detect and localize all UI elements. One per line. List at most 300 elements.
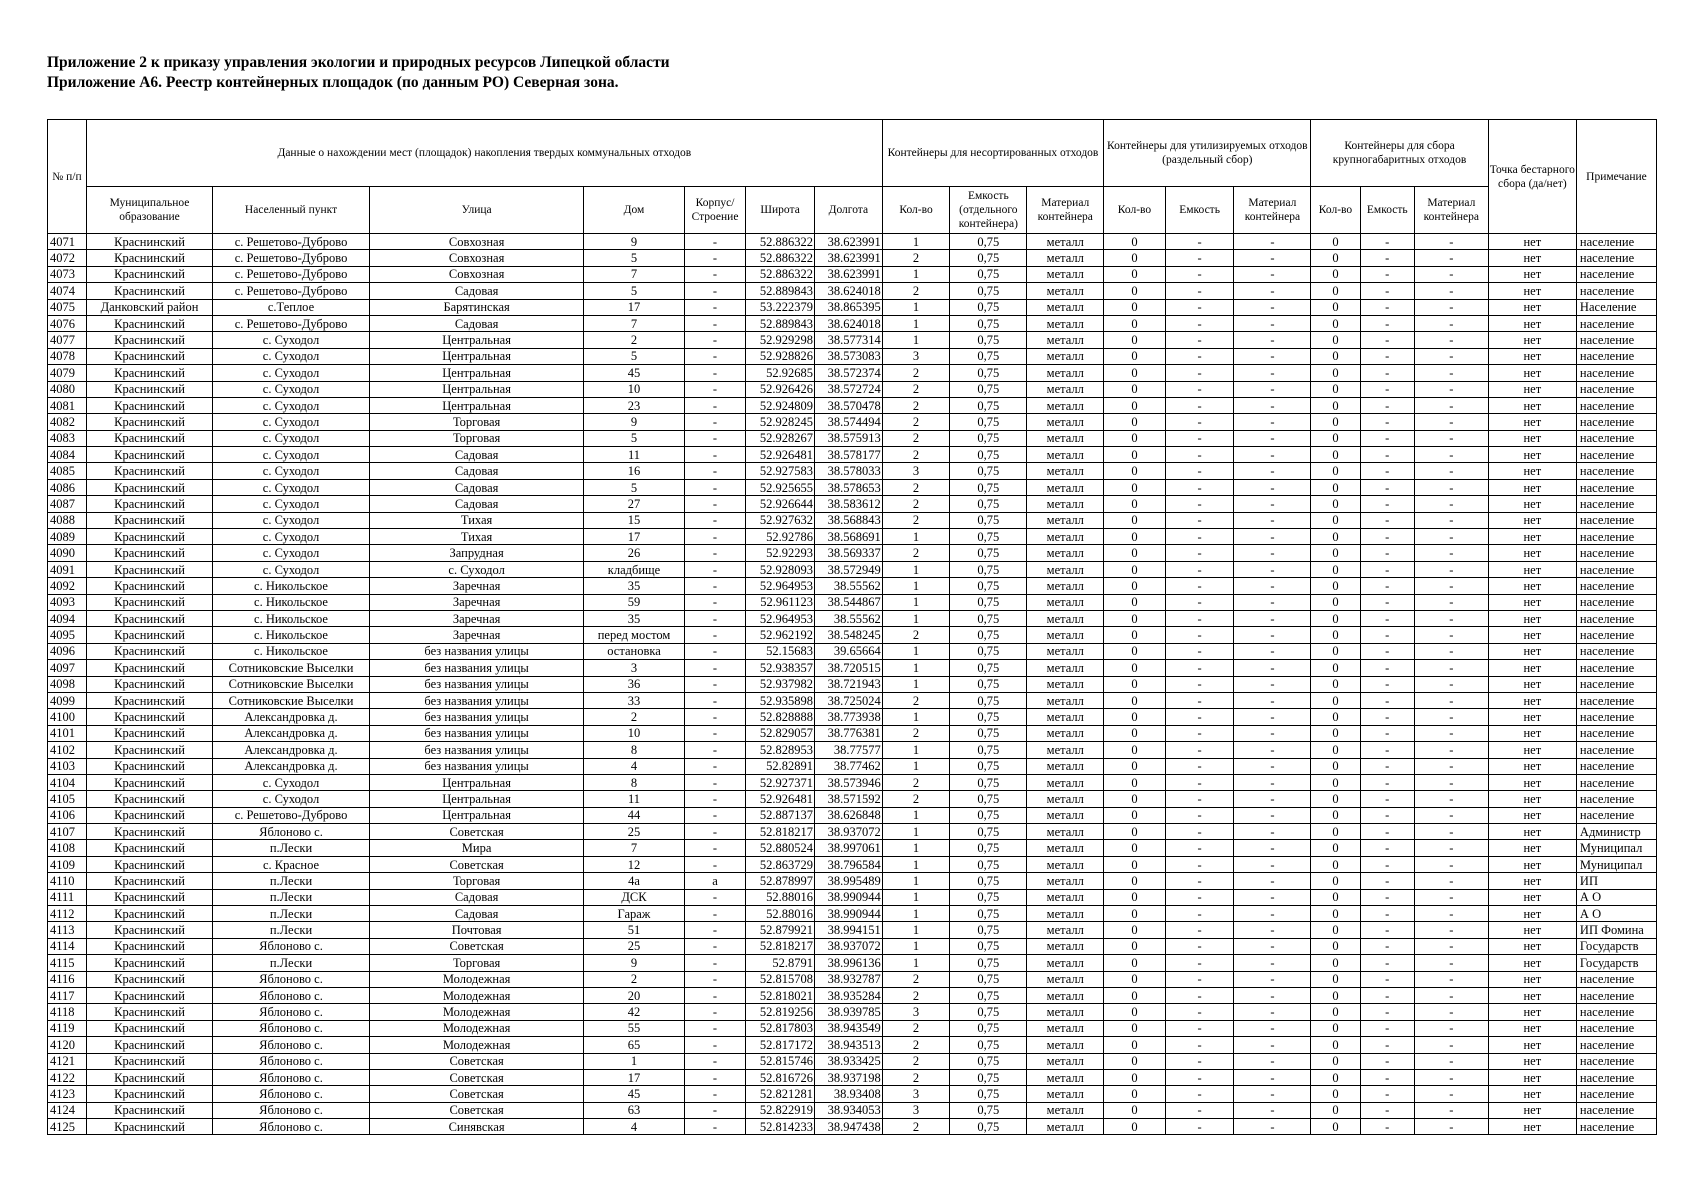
cell-note: Муниципал [1576, 840, 1656, 856]
cell-recycle-count: 0 [1104, 529, 1166, 545]
cell-municipality: Краснинский [86, 758, 212, 774]
cell-bulky-capacity: - [1360, 414, 1414, 430]
cell-settlement: с. Красное [213, 856, 370, 872]
cell-mixed-material: металл [1027, 234, 1104, 250]
cell-street: Молодежная [369, 987, 583, 1003]
cell-lon: 38.544867 [814, 594, 882, 610]
cell-num: 4072 [48, 250, 87, 266]
cell-mixed-material: металл [1027, 955, 1104, 971]
cell-recycle-capacity: - [1165, 397, 1234, 413]
cell-recycle-count: 0 [1104, 578, 1166, 594]
cell-house: 33 [584, 692, 684, 708]
cell-settlement: с. Суходол [213, 496, 370, 512]
cell-house: 7 [584, 840, 684, 856]
cell-lon: 38.934053 [814, 1102, 882, 1118]
cell-municipality: Краснинский [86, 430, 212, 446]
cell-municipality: Краснинский [86, 234, 212, 250]
cell-recycle-material: - [1234, 676, 1311, 692]
table-row [48, 824, 1657, 840]
cell-house: 20 [584, 987, 684, 1003]
cell-municipality: Краснинский [86, 463, 212, 479]
cell-settlement: с. Решетово-Дуброво [213, 250, 370, 266]
cell-num: 4094 [48, 610, 87, 626]
cell-mixed-material: металл [1027, 447, 1104, 463]
cell-mixed-material: металл [1027, 807, 1104, 823]
cell-note: население [1576, 561, 1656, 577]
cell-recycle-material: - [1234, 807, 1311, 823]
cell-mixed-material: металл [1027, 987, 1104, 1003]
cell-bulky-capacity: - [1360, 840, 1414, 856]
cell-mixed-capacity: 0,75 [950, 283, 1027, 299]
cell-recycle-count: 0 [1104, 561, 1166, 577]
cell-recycle-capacity: - [1165, 1119, 1234, 1135]
cell-recycle-count: 0 [1104, 1053, 1166, 1069]
cell-recycle-material: - [1234, 1086, 1311, 1102]
cell-lat: 52.925655 [746, 479, 815, 495]
cell-recycle-capacity: - [1165, 561, 1234, 577]
cell-bulky-material: - [1414, 922, 1488, 938]
cell-mixed-capacity: 0,75 [950, 676, 1027, 692]
cell-house: 10 [584, 381, 684, 397]
cell-municipality: Краснинский [86, 283, 212, 299]
cell-building: - [684, 365, 746, 381]
cell-bulky-count: 0 [1311, 463, 1360, 479]
cell-recycle-count: 0 [1104, 545, 1166, 561]
cell-mixed-capacity: 0,75 [950, 1004, 1027, 1020]
cell-building: - [684, 234, 746, 250]
cell-num: 4102 [48, 742, 87, 758]
header-latitude: Широта [746, 187, 815, 234]
cell-recycle-capacity: - [1165, 709, 1234, 725]
cell-recycle-material: - [1234, 512, 1311, 528]
cell-mixed-capacity: 0,75 [950, 315, 1027, 331]
cell-mixed-count: 1 [882, 266, 950, 282]
cell-num: 4125 [48, 1119, 87, 1135]
table-row [48, 315, 1657, 331]
cell-free-point: нет [1488, 1069, 1576, 1085]
cell-bulky-count: 0 [1311, 840, 1360, 856]
cell-settlement: с. Суходол [213, 447, 370, 463]
cell-municipality: Краснинский [86, 315, 212, 331]
cell-building: - [684, 1069, 746, 1085]
cell-mixed-count: 2 [882, 987, 950, 1003]
cell-building: - [684, 610, 746, 626]
cell-recycle-material: - [1234, 955, 1311, 971]
cell-lon: 38.721943 [814, 676, 882, 692]
cell-bulky-capacity: - [1360, 1086, 1414, 1102]
cell-mixed-capacity: 0,75 [950, 447, 1027, 463]
cell-note: население [1576, 512, 1656, 528]
cell-lon: 38.933425 [814, 1053, 882, 1069]
cell-bulky-count: 0 [1311, 725, 1360, 741]
cell-mixed-capacity: 0,75 [950, 725, 1027, 741]
cell-municipality: Краснинский [86, 545, 212, 561]
cell-recycle-count: 0 [1104, 332, 1166, 348]
cell-lon: 38.990944 [814, 906, 882, 922]
cell-recycle-capacity: - [1165, 824, 1234, 840]
cell-mixed-count: 3 [882, 1004, 950, 1020]
cell-mixed-capacity: 0,75 [950, 1037, 1027, 1053]
cell-free-point: нет [1488, 643, 1576, 659]
cell-note: Население [1576, 299, 1656, 315]
cell-street: Советская [369, 1069, 583, 1085]
cell-mixed-capacity: 0,75 [950, 594, 1027, 610]
cell-bulky-material: - [1414, 414, 1488, 430]
cell-recycle-capacity: - [1165, 971, 1234, 987]
cell-mixed-material: металл [1027, 840, 1104, 856]
cell-bulky-capacity: - [1360, 955, 1414, 971]
cell-house: кладбище [584, 561, 684, 577]
cell-recycle-capacity: - [1165, 283, 1234, 299]
cell-num: 4122 [48, 1069, 87, 1085]
cell-bulky-material: - [1414, 332, 1488, 348]
cell-recycle-count: 0 [1104, 283, 1166, 299]
cell-recycle-count: 0 [1104, 381, 1166, 397]
cell-mixed-material: металл [1027, 315, 1104, 331]
cell-mixed-material: металл [1027, 430, 1104, 446]
cell-municipality: Краснинский [86, 594, 212, 610]
header-settlement: Населенный пункт [213, 187, 370, 234]
cell-building: - [684, 283, 746, 299]
cell-recycle-count: 0 [1104, 1069, 1166, 1085]
cell-note: население [1576, 1037, 1656, 1053]
cell-bulky-count: 0 [1311, 332, 1360, 348]
cell-free-point: нет [1488, 1119, 1576, 1135]
cell-municipality: Краснинский [86, 873, 212, 889]
cell-free-point: нет [1488, 709, 1576, 725]
cell-settlement: Яблоново с. [213, 1069, 370, 1085]
cell-lon: 38.578653 [814, 479, 882, 495]
cell-street: с. Суходол [369, 561, 583, 577]
cell-recycle-count: 0 [1104, 709, 1166, 725]
cell-recycle-count: 0 [1104, 987, 1166, 1003]
cell-free-point: нет [1488, 971, 1576, 987]
cell-mixed-material: металл [1027, 299, 1104, 315]
cell-recycle-capacity: - [1165, 529, 1234, 545]
cell-free-point: нет [1488, 807, 1576, 823]
cell-recycle-count: 0 [1104, 1119, 1166, 1135]
cell-note: население [1576, 1119, 1656, 1135]
cell-lon: 38.573083 [814, 348, 882, 364]
cell-mixed-material: металл [1027, 627, 1104, 643]
cell-lon: 38.937198 [814, 1069, 882, 1085]
cell-lat: 52.15683 [746, 643, 815, 659]
cell-house: 17 [584, 299, 684, 315]
cell-building: - [684, 594, 746, 610]
cell-bulky-count: 0 [1311, 529, 1360, 545]
cell-building: - [684, 643, 746, 659]
cell-bulky-capacity: - [1360, 643, 1414, 659]
cell-building: - [684, 660, 746, 676]
cell-lon: 38.626848 [814, 807, 882, 823]
cell-bulky-material: - [1414, 1069, 1488, 1085]
cell-municipality: Краснинский [86, 266, 212, 282]
cell-municipality: Краснинский [86, 627, 212, 643]
cell-mixed-capacity: 0,75 [950, 807, 1027, 823]
cell-mixed-capacity: 0,75 [950, 709, 1027, 725]
cell-recycle-material: - [1234, 381, 1311, 397]
cell-bulky-material: - [1414, 1053, 1488, 1069]
cell-mixed-capacity: 0,75 [950, 463, 1027, 479]
cell-num: 4092 [48, 578, 87, 594]
table-row [48, 955, 1657, 971]
cell-mixed-capacity: 0,75 [950, 1053, 1027, 1069]
cell-street: без названия улицы [369, 660, 583, 676]
cell-bulky-material: - [1414, 561, 1488, 577]
cell-mixed-count: 2 [882, 692, 950, 708]
cell-mixed-count: 1 [882, 643, 950, 659]
cell-free-point: нет [1488, 430, 1576, 446]
cell-lat: 52.878997 [746, 873, 815, 889]
cell-building: - [684, 906, 746, 922]
cell-recycle-material: - [1234, 348, 1311, 364]
cell-lon: 38.548245 [814, 627, 882, 643]
cell-recycle-count: 0 [1104, 397, 1166, 413]
cell-recycle-count: 0 [1104, 365, 1166, 381]
cell-bulky-material: - [1414, 1004, 1488, 1020]
cell-free-point: нет [1488, 692, 1576, 708]
header-building: Корпус/ Строение [684, 187, 746, 234]
cell-building: - [684, 266, 746, 282]
cell-street: Центральная [369, 348, 583, 364]
cell-lon: 38.624018 [814, 283, 882, 299]
cell-free-point: нет [1488, 496, 1576, 512]
cell-settlement: с. Суходол [213, 430, 370, 446]
cell-free-point: нет [1488, 447, 1576, 463]
cell-building: - [684, 545, 746, 561]
cell-lon: 38.725024 [814, 692, 882, 708]
cell-building: - [684, 1102, 746, 1118]
cell-street: Молодежная [369, 1004, 583, 1020]
cell-mixed-count: 1 [882, 856, 950, 872]
cell-free-point: нет [1488, 856, 1576, 872]
cell-mixed-count: 1 [882, 840, 950, 856]
cell-free-point: нет [1488, 561, 1576, 577]
cell-lat: 52.886322 [746, 266, 815, 282]
cell-settlement: с. Суходол [213, 463, 370, 479]
cell-recycle-material: - [1234, 463, 1311, 479]
cell-recycle-capacity: - [1165, 856, 1234, 872]
cell-recycle-count: 0 [1104, 676, 1166, 692]
cell-note: население [1576, 807, 1656, 823]
cell-bulky-capacity: - [1360, 283, 1414, 299]
header-free-point: Точка бестарного сбора (да/нет) [1488, 120, 1576, 234]
cell-free-point: нет [1488, 332, 1576, 348]
cell-house: 45 [584, 365, 684, 381]
cell-recycle-capacity: - [1165, 266, 1234, 282]
cell-bulky-count: 0 [1311, 496, 1360, 512]
cell-mixed-capacity: 0,75 [950, 955, 1027, 971]
cell-bulky-count: 0 [1311, 594, 1360, 610]
cell-house: 9 [584, 414, 684, 430]
cell-bulky-capacity: - [1360, 824, 1414, 840]
header-recycle-count: Кол-во [1104, 187, 1166, 234]
cell-note: население [1576, 365, 1656, 381]
cell-lon: 38.578033 [814, 463, 882, 479]
cell-settlement: с. Суходол [213, 414, 370, 430]
cell-num: 4108 [48, 840, 87, 856]
cell-mixed-capacity: 0,75 [950, 1119, 1027, 1135]
cell-bulky-material: - [1414, 758, 1488, 774]
cell-mixed-capacity: 0,75 [950, 971, 1027, 987]
cell-recycle-count: 0 [1104, 807, 1166, 823]
header-recyclable-waste-group: Контейнеры для утилизируемых отходов (раздельный сбор) [1104, 120, 1311, 187]
cell-bulky-count: 0 [1311, 397, 1360, 413]
cell-municipality: Краснинский [86, 1053, 212, 1069]
cell-bulky-capacity: - [1360, 381, 1414, 397]
cell-note: население [1576, 250, 1656, 266]
cell-recycle-count: 0 [1104, 447, 1166, 463]
cell-settlement: Александровка д. [213, 742, 370, 758]
cell-settlement: п.Лески [213, 840, 370, 856]
cell-mixed-material: металл [1027, 348, 1104, 364]
cell-note: население [1576, 610, 1656, 626]
cell-street: Совхозная [369, 266, 583, 282]
cell-bulky-count: 0 [1311, 791, 1360, 807]
cell-lon: 38.77462 [814, 758, 882, 774]
cell-settlement: с. Никольское [213, 578, 370, 594]
cell-house: 1 [584, 1053, 684, 1069]
cell-building: - [684, 791, 746, 807]
table-row [48, 430, 1657, 446]
cell-bulky-count: 0 [1311, 348, 1360, 364]
header-mixed-waste-group: Контейнеры для несортированных отходов [882, 120, 1104, 187]
cell-mixed-count: 1 [882, 332, 950, 348]
cell-municipality: Краснинский [86, 824, 212, 840]
cell-mixed-count: 2 [882, 397, 950, 413]
cell-municipality: Краснинский [86, 1102, 212, 1118]
cell-lon: 38.932787 [814, 971, 882, 987]
cell-street: Синявская [369, 1119, 583, 1135]
cell-street: Торговая [369, 430, 583, 446]
cell-building: - [684, 971, 746, 987]
cell-bulky-capacity: - [1360, 463, 1414, 479]
cell-house: 25 [584, 824, 684, 840]
cell-mixed-material: металл [1027, 283, 1104, 299]
cell-municipality: Краснинский [86, 791, 212, 807]
cell-num: 4097 [48, 660, 87, 676]
cell-recycle-capacity: - [1165, 479, 1234, 495]
cell-bulky-material: - [1414, 594, 1488, 610]
cell-mixed-material: металл [1027, 545, 1104, 561]
cell-bulky-capacity: - [1360, 1069, 1414, 1085]
cell-recycle-material: - [1234, 1102, 1311, 1118]
cell-bulky-capacity: - [1360, 430, 1414, 446]
cell-recycle-count: 0 [1104, 594, 1166, 610]
cell-free-point: нет [1488, 922, 1576, 938]
cell-note: Государств [1576, 955, 1656, 971]
cell-settlement: с. Никольское [213, 594, 370, 610]
cell-bulky-material: - [1414, 479, 1488, 495]
table-row [48, 676, 1657, 692]
cell-num: 4105 [48, 791, 87, 807]
cell-lon: 38.623991 [814, 250, 882, 266]
table-row [48, 758, 1657, 774]
cell-building: - [684, 1053, 746, 1069]
cell-note: Муниципал [1576, 856, 1656, 872]
cell-recycle-capacity: - [1165, 1086, 1234, 1102]
cell-building: - [684, 840, 746, 856]
cell-building: - [684, 627, 746, 643]
cell-recycle-material: - [1234, 594, 1311, 610]
cell-municipality: Краснинский [86, 1086, 212, 1102]
cell-settlement: с. Суходол [213, 512, 370, 528]
cell-free-point: нет [1488, 955, 1576, 971]
cell-mixed-capacity: 0,75 [950, 348, 1027, 364]
cell-street: Садовая [369, 463, 583, 479]
cell-lon: 38.572724 [814, 381, 882, 397]
cell-bulky-capacity: - [1360, 1020, 1414, 1036]
table-row [48, 332, 1657, 348]
cell-bulky-material: - [1414, 742, 1488, 758]
cell-free-point: нет [1488, 594, 1576, 610]
cell-street: Торговая [369, 955, 583, 971]
cell-bulky-material: - [1414, 397, 1488, 413]
table-row [48, 840, 1657, 856]
cell-note: население [1576, 1053, 1656, 1069]
cell-bulky-material: - [1414, 840, 1488, 856]
cell-mixed-material: металл [1027, 561, 1104, 577]
cell-municipality: Краснинский [86, 414, 212, 430]
cell-bulky-count: 0 [1311, 283, 1360, 299]
cell-house: 23 [584, 397, 684, 413]
cell-lat: 52.814233 [746, 1119, 815, 1135]
table-row [48, 348, 1657, 364]
cell-num: 4078 [48, 348, 87, 364]
cell-free-point: нет [1488, 266, 1576, 282]
cell-num: 4074 [48, 283, 87, 299]
cell-municipality: Краснинский [86, 725, 212, 741]
cell-recycle-capacity: - [1165, 676, 1234, 692]
cell-mixed-material: металл [1027, 1119, 1104, 1135]
cell-bulky-material: - [1414, 643, 1488, 659]
cell-recycle-count: 0 [1104, 627, 1166, 643]
cell-bulky-count: 0 [1311, 1119, 1360, 1135]
cell-settlement: с. Суходол [213, 545, 370, 561]
table-row [48, 529, 1657, 545]
cell-bulky-count: 0 [1311, 987, 1360, 1003]
cell-recycle-material: - [1234, 1004, 1311, 1020]
cell-municipality: Краснинский [86, 1037, 212, 1053]
cell-lon: 38.623991 [814, 234, 882, 250]
cell-mixed-material: металл [1027, 1037, 1104, 1053]
cell-settlement: Сотниковские Выселки [213, 676, 370, 692]
cell-building: - [684, 397, 746, 413]
cell-house: 36 [584, 676, 684, 692]
cell-municipality: Краснинский [86, 1004, 212, 1020]
table-row [48, 660, 1657, 676]
cell-mixed-count: 2 [882, 479, 950, 495]
cell-num: 4085 [48, 463, 87, 479]
cell-street: Центральная [369, 774, 583, 790]
cell-note: население [1576, 643, 1656, 659]
cell-free-point: нет [1488, 463, 1576, 479]
cell-bulky-material: - [1414, 578, 1488, 594]
cell-lat: 52.8791 [746, 955, 815, 971]
cell-bulky-material: - [1414, 889, 1488, 905]
cell-lat: 52.880524 [746, 840, 815, 856]
cell-num: 4080 [48, 381, 87, 397]
cell-num: 4109 [48, 856, 87, 872]
cell-bulky-count: 0 [1311, 447, 1360, 463]
cell-municipality: Краснинский [86, 643, 212, 659]
cell-lat: 52.821281 [746, 1086, 815, 1102]
cell-mixed-capacity: 0,75 [950, 889, 1027, 905]
cell-note: население [1576, 594, 1656, 610]
cell-recycle-capacity: - [1165, 610, 1234, 626]
cell-municipality: Краснинский [86, 938, 212, 954]
cell-lat: 52.935898 [746, 692, 815, 708]
